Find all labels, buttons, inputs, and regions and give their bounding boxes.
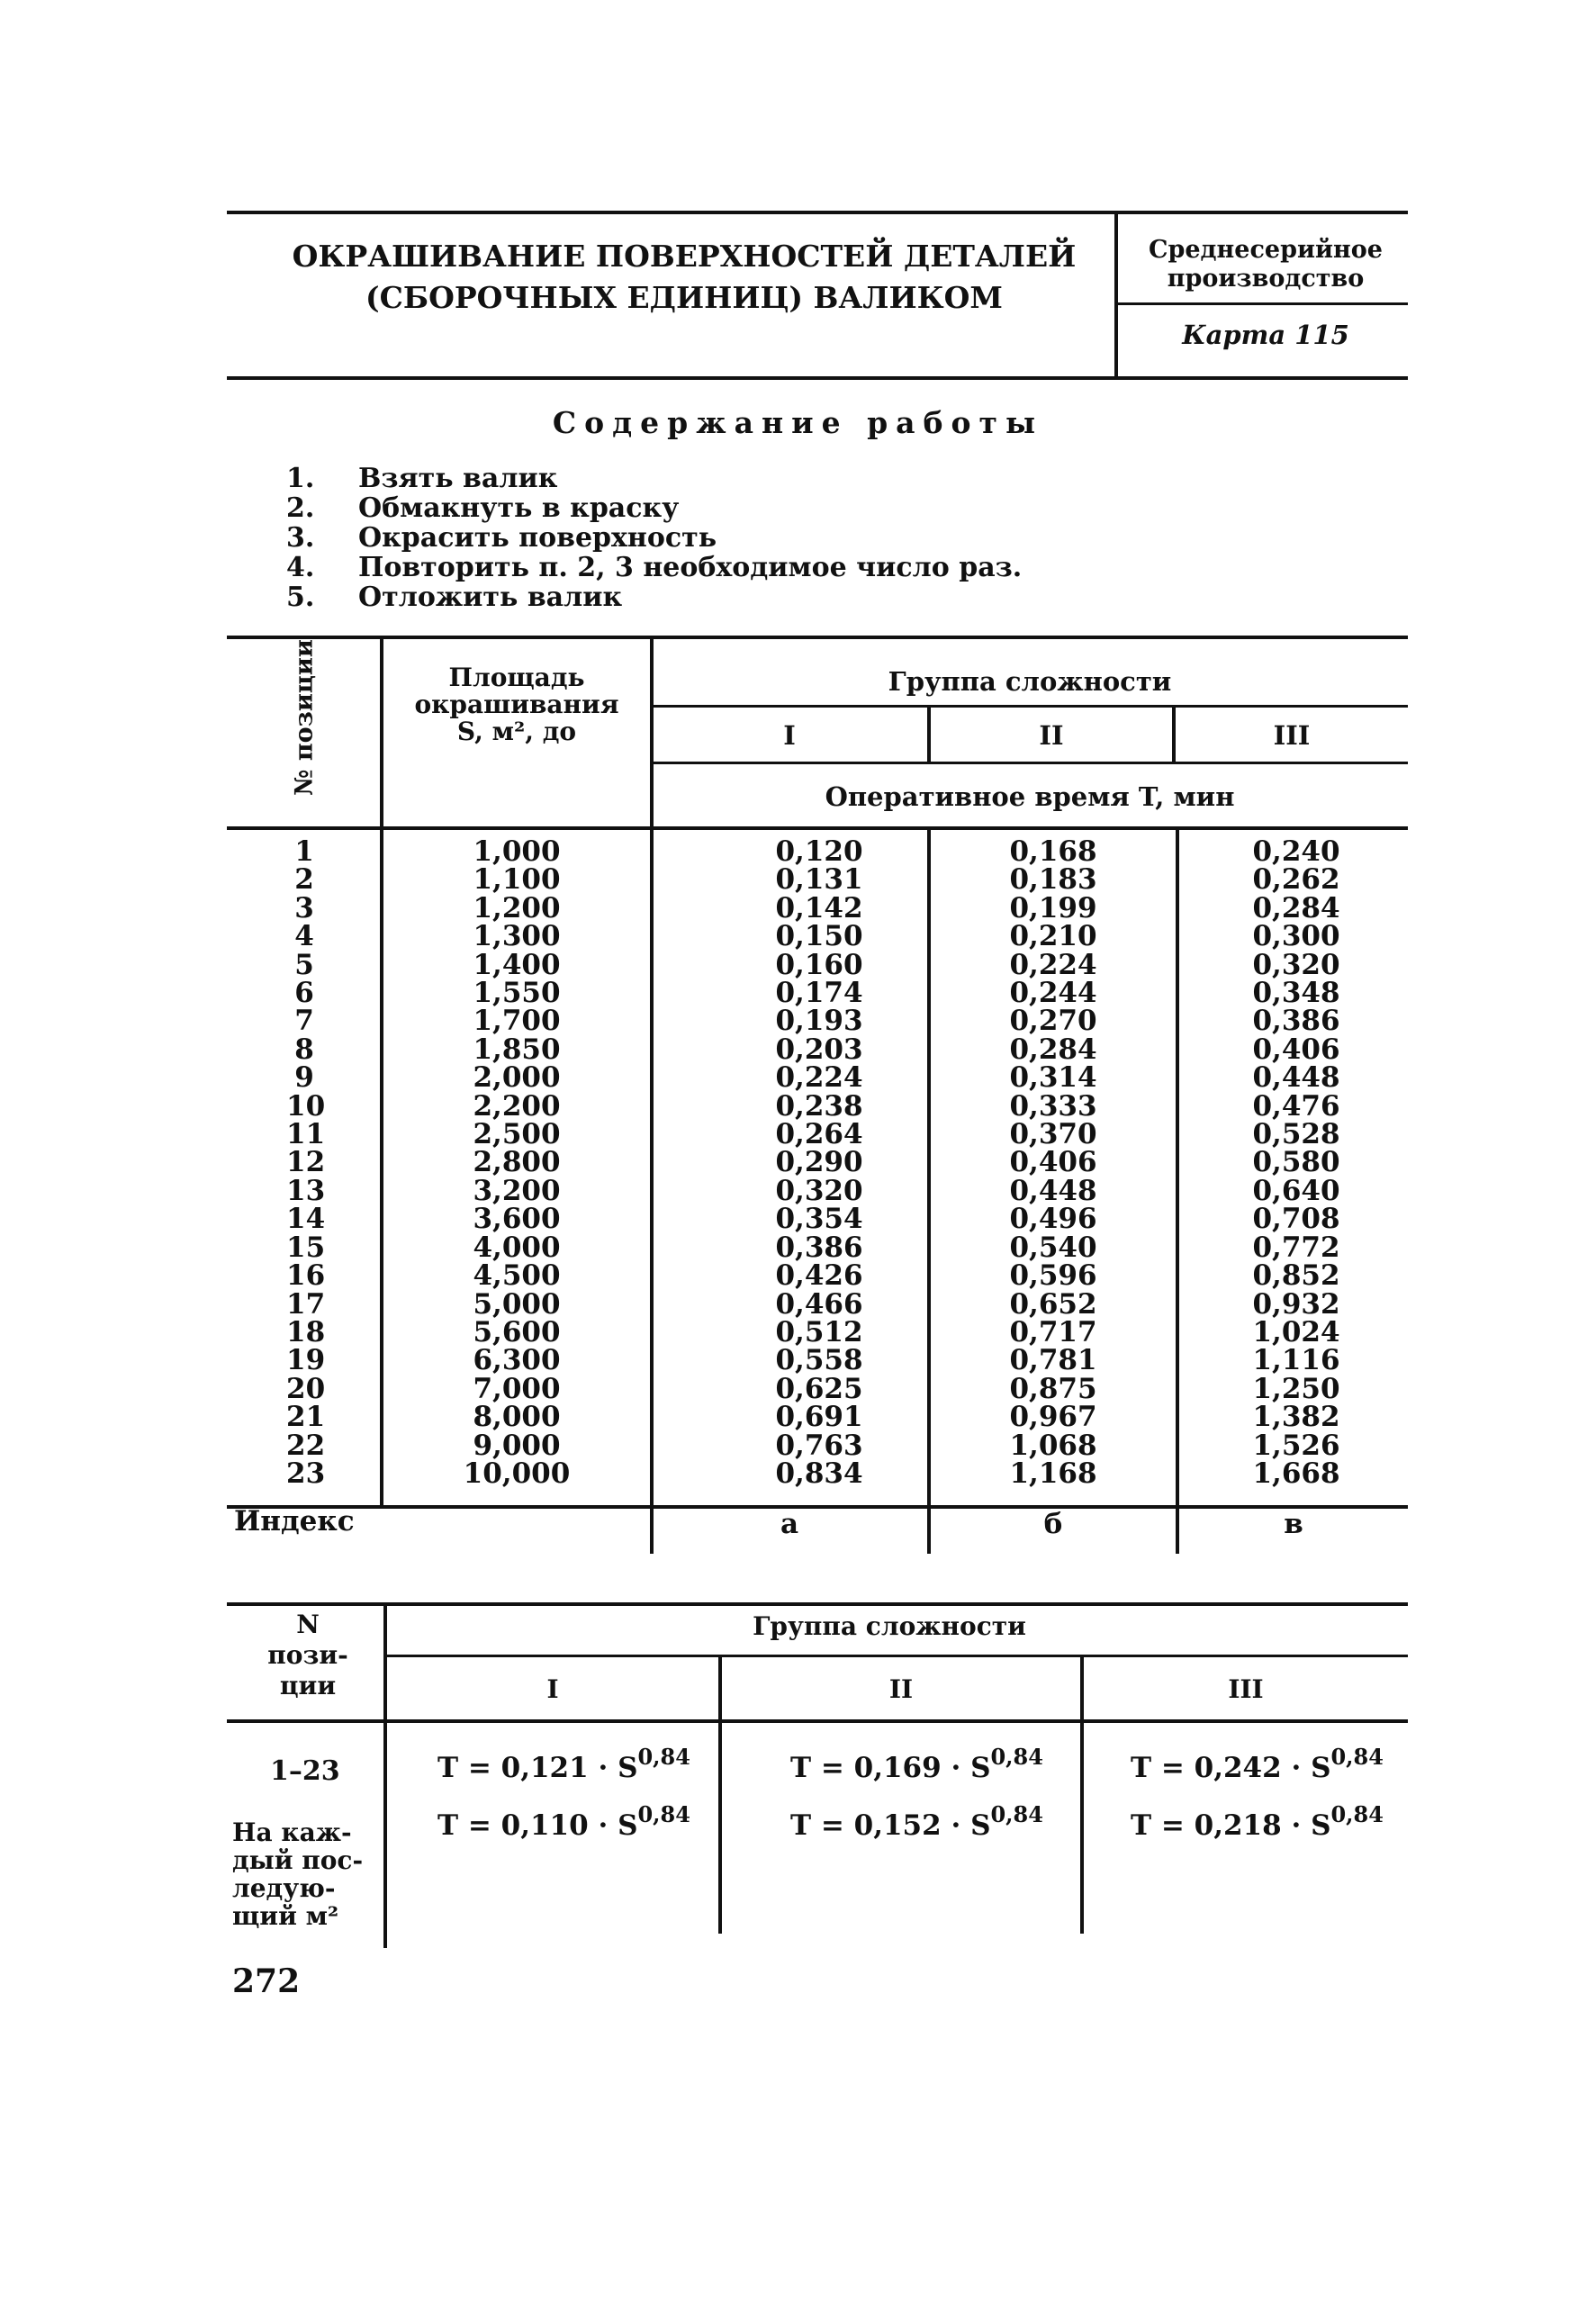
- time-cell-group-iii: 1,526: [1252, 1429, 1340, 1462]
- position-cell: 3: [294, 891, 314, 925]
- position-cell: 4: [294, 920, 314, 953]
- time-cell-group-ii: 0,224: [1009, 948, 1097, 981]
- position-cell: 1: [294, 835, 314, 868]
- group-header-rule: [652, 705, 1408, 708]
- area-cell: 2,500: [473, 1118, 561, 1151]
- time-cell-group-i: 0,131: [775, 863, 863, 897]
- area-header-line-3: S, м², до: [456, 717, 577, 746]
- area-cell: 6,300: [473, 1344, 561, 1377]
- area-cell: 7,000: [473, 1372, 561, 1405]
- formula-group-iii-base: [1131, 1744, 1384, 1784]
- area-cell: 4,000: [473, 1231, 561, 1264]
- time-cell-group-iii: 0,386: [1252, 1005, 1340, 1038]
- time-cell-group-ii: 0,244: [1009, 977, 1097, 1010]
- area-cell: 5,600: [473, 1315, 561, 1348]
- step-text: Повторить п. 2, 3 необходимое число раз.: [358, 552, 1023, 583]
- area-header: [382, 664, 652, 745]
- document-title: [270, 236, 1098, 319]
- table1-header-bottom-rule: [227, 826, 1408, 830]
- time-cell-group-iii: 0,448: [1252, 1061, 1340, 1095]
- time-cell-group-i: 0,193: [775, 1005, 863, 1038]
- time-cell-group-ii: 0,652: [1009, 1287, 1097, 1321]
- time-cell-group-i: 0,386: [775, 1231, 863, 1264]
- time-cell-group-i: 0,354: [775, 1203, 863, 1236]
- time-cell-group-ii: 0,270: [1009, 1005, 1097, 1038]
- time-cell-group-i: 0,142: [775, 891, 863, 925]
- table1-top-rule: [227, 636, 1408, 639]
- area-cell: 1,200: [473, 891, 561, 925]
- area-cell: 1,550: [473, 977, 561, 1010]
- step-number: 1.: [286, 463, 315, 494]
- area-cell: 1,100: [473, 863, 561, 897]
- time-cell-group-i: 0,625: [775, 1372, 863, 1405]
- time-cell-group-iii: 1,668: [1252, 1457, 1340, 1490]
- formula-exponent: 0,84: [990, 1744, 1043, 1770]
- time-cell-group-iii: 0,300: [1252, 920, 1340, 953]
- group-iii-column: [1188, 835, 1404, 1490]
- step-text: Обмакнуть в краску: [358, 492, 680, 524]
- time-cell-group-ii: 0,448: [1009, 1174, 1097, 1207]
- time-cell-group-iii: 0,406: [1252, 1033, 1340, 1066]
- time-cell-group-ii: 0,370: [1009, 1118, 1097, 1151]
- time-cell-group-ii: 0,333: [1009, 1089, 1097, 1123]
- time-cell-group-ii: 1,068: [1009, 1429, 1097, 1462]
- time-cell-group-i: 0,320: [775, 1174, 863, 1207]
- formula-text: T = 0,121 · S: [437, 1752, 638, 1784]
- time-cell-group-ii: 0,210: [1009, 920, 1097, 953]
- formula-text: T = 0,169 · S: [790, 1752, 991, 1784]
- time-cell-group-iii: 0,772: [1252, 1231, 1340, 1264]
- each-next-line: На каж-: [232, 1817, 352, 1847]
- position-cell: 22: [286, 1429, 326, 1462]
- time-cell-group-iii: 0,348: [1252, 977, 1340, 1010]
- position-cell: 20: [286, 1372, 326, 1405]
- index-group-ii: б: [1043, 1508, 1063, 1540]
- page-number: 272: [232, 1962, 301, 2000]
- position-cell: 17: [286, 1287, 326, 1321]
- position-cell: 13: [286, 1174, 326, 1207]
- formula-text: T = 0,152 · S: [790, 1809, 991, 1842]
- index-group-iii: в: [1284, 1508, 1303, 1540]
- table2-group-iii-header: III: [1228, 1674, 1264, 1704]
- work-step: [286, 553, 1022, 582]
- position-cell: 12: [286, 1146, 326, 1179]
- index-label: Индекс: [234, 1505, 355, 1538]
- position-cell: 18: [286, 1315, 326, 1348]
- formula-exponent: 0,84: [1330, 1744, 1384, 1770]
- area-cell: 10,000: [463, 1457, 571, 1490]
- each-next-line: дый пос-: [232, 1845, 364, 1875]
- time-cell-group-iii: 0,284: [1252, 891, 1340, 925]
- time-cell-group-iii: 0,240: [1252, 835, 1340, 868]
- area-cell: 1,400: [473, 948, 561, 981]
- step-text: Отложить валик: [358, 582, 623, 613]
- time-cell-group-i: 0,512: [775, 1315, 863, 1348]
- time-cell-group-ii: 0,717: [1009, 1315, 1097, 1348]
- index-group-i: а: [780, 1508, 799, 1540]
- position-cell: 7: [294, 1005, 314, 1038]
- group-iii-header: III: [1273, 720, 1311, 751]
- table2-position-header: [227, 1610, 389, 1701]
- formula-group-iii-each: [1131, 1801, 1384, 1842]
- time-cell-group-iii: 0,852: [1252, 1259, 1340, 1293]
- formula-group-i-base: [437, 1744, 690, 1784]
- time-cell-group-iii: 0,528: [1252, 1118, 1340, 1151]
- group-i-header: I: [783, 720, 796, 751]
- time-cell-group-i: 0,264: [775, 1118, 863, 1151]
- position-number-header-text: № позиции: [290, 639, 319, 796]
- area-cell: 2,000: [473, 1061, 561, 1095]
- header-card-rule: [1116, 302, 1408, 305]
- position-cell: 19: [286, 1344, 326, 1377]
- card-number: Карта 115: [1182, 320, 1349, 350]
- time-cell-group-iii: 0,932: [1252, 1287, 1340, 1321]
- time-cell-group-i: 0,834: [775, 1457, 863, 1490]
- table2-group-i-header: I: [546, 1674, 559, 1704]
- time-cell-group-i: 0,174: [775, 977, 863, 1010]
- time-cell-group-iii: 1,116: [1252, 1344, 1340, 1377]
- time-cell-group-iii: 0,320: [1252, 948, 1340, 981]
- time-cell-group-i: 0,763: [775, 1429, 863, 1462]
- area-column: [382, 835, 652, 1490]
- table2-top-rule: [227, 1602, 1408, 1606]
- time-cell-group-iii: 1,024: [1252, 1315, 1340, 1348]
- step-number: 3.: [286, 522, 315, 554]
- table1-body-divider-g2: [1176, 828, 1179, 1554]
- work-steps-list: [286, 464, 1022, 612]
- position-cell: 5: [294, 948, 314, 981]
- time-cell-group-iii: 0,580: [1252, 1146, 1340, 1179]
- formula-group-ii-base: [790, 1744, 1043, 1784]
- step-number: 5.: [286, 582, 315, 613]
- area-cell: 4,500: [473, 1259, 561, 1293]
- time-cell-group-ii: 0,596: [1009, 1259, 1097, 1293]
- position-cell: 8: [294, 1033, 314, 1066]
- time-cell-group-i: 0,120: [775, 835, 863, 868]
- group-ii-header: II: [1039, 720, 1064, 751]
- time-cell-group-ii: 1,168: [1009, 1457, 1097, 1490]
- time-cell-group-iii: 0,640: [1252, 1174, 1340, 1207]
- formula-text: T = 0,242 · S: [1131, 1752, 1331, 1784]
- area-cell: 3,600: [473, 1203, 561, 1236]
- table2-position-header-line-3: ции: [279, 1671, 337, 1700]
- time-cell-group-ii: 0,183: [1009, 863, 1097, 897]
- work-step: [286, 464, 1022, 493]
- formula-exponent: 0,84: [637, 1801, 690, 1827]
- position-number-header: [286, 641, 322, 794]
- area-cell: 5,000: [473, 1287, 561, 1321]
- time-cell-group-iii: 1,250: [1252, 1372, 1340, 1405]
- area-cell: 8,000: [473, 1401, 561, 1434]
- time-cell-group-i: 0,290: [775, 1146, 863, 1179]
- each-next-line: щий м²: [232, 1901, 339, 1931]
- area-cell: 1,000: [473, 835, 561, 868]
- position-cell: 14: [286, 1203, 326, 1236]
- step-text: Взять валик: [358, 463, 558, 494]
- table2-position-range: 1–23: [270, 1755, 340, 1787]
- formula-group-ii-each: [790, 1801, 1043, 1842]
- area-header-line-2: окрашивания: [414, 690, 619, 719]
- time-cell-group-ii: 0,199: [1009, 891, 1097, 925]
- step-number: 4.: [286, 552, 315, 583]
- time-cell-group-ii: 0,967: [1009, 1401, 1097, 1434]
- time-cell-group-ii: 0,314: [1009, 1061, 1097, 1095]
- position-cell: 15: [286, 1231, 326, 1264]
- area-cell: 2,800: [473, 1146, 561, 1179]
- area-cell: 2,200: [473, 1089, 561, 1123]
- position-cell: 6: [294, 977, 314, 1010]
- table2-each-next-label: [232, 1818, 363, 1930]
- time-cell-group-i: 0,426: [775, 1259, 863, 1293]
- title-line-1: ОКРАШИВАНИЕ ПОВЕРХНОСТЕЙ ДЕТАЛЕЙ: [292, 239, 1077, 274]
- production-line-1: Среднесерийное: [1149, 236, 1383, 264]
- each-next-line: ледую-: [232, 1873, 336, 1903]
- step-text: Окрасить поверхность: [358, 522, 717, 554]
- work-step: [286, 523, 1022, 553]
- time-cell-group-ii: 0,540: [1009, 1231, 1097, 1264]
- work-step: [286, 493, 1022, 523]
- production-line-2: производство: [1167, 265, 1365, 293]
- time-cell-group-i: 0,466: [775, 1287, 863, 1321]
- operative-time-header: Оперативное время T, мин: [825, 781, 1235, 812]
- position-cell: 10: [286, 1089, 326, 1123]
- formula-group-i-each: [437, 1801, 690, 1842]
- time-cell-group-iii: 0,708: [1252, 1203, 1340, 1236]
- formula-exponent: 0,84: [637, 1744, 690, 1770]
- time-cell-group-iii: 0,262: [1252, 863, 1340, 897]
- group-ii-column: [936, 835, 1170, 1490]
- step-number: 2.: [286, 492, 315, 524]
- formula-text: T = 0,218 · S: [1131, 1809, 1331, 1842]
- group-numbers-rule: [652, 762, 1408, 764]
- work-content-heading: Содержание работы: [552, 405, 1044, 440]
- time-cell-group-i: 0,558: [775, 1344, 863, 1377]
- time-cell-group-ii: 0,496: [1009, 1203, 1097, 1236]
- position-cell: 16: [286, 1259, 326, 1293]
- time-cell-group-i: 0,238: [775, 1089, 863, 1123]
- table2-header-bottom-rule: [227, 1719, 1408, 1723]
- area-cell: 3,200: [473, 1174, 561, 1207]
- table2-group-rule: [385, 1655, 1408, 1657]
- area-cell: 1,850: [473, 1033, 561, 1066]
- table2-complexity-group-header: Группа сложности: [753, 1611, 1026, 1641]
- position-cell: 23: [286, 1457, 326, 1490]
- work-step: [286, 582, 1022, 612]
- time-cell-group-ii: 0,781: [1009, 1344, 1097, 1377]
- group-i-column: [684, 835, 954, 1490]
- position-cell: 2: [294, 863, 314, 897]
- time-cell-group-iii: 1,382: [1252, 1401, 1340, 1434]
- header-top-rule: [227, 211, 1408, 214]
- position-column: [286, 835, 326, 1490]
- time-cell-group-i: 0,691: [775, 1401, 863, 1434]
- area-header-line-1: Площадь: [448, 663, 585, 692]
- production-type: [1123, 236, 1408, 293]
- time-cell-group-i: 0,160: [775, 948, 863, 981]
- title-line-2: (СБОРОЧНЫХ ЕДИНИЦ) ВАЛИКОМ: [365, 280, 1003, 315]
- time-cell-group-i: 0,224: [775, 1061, 863, 1095]
- time-cell-group-ii: 0,168: [1009, 835, 1097, 868]
- formula-exponent: 0,84: [1330, 1801, 1384, 1827]
- area-cell: 9,000: [473, 1429, 561, 1462]
- complexity-group-header: Группа сложности: [888, 666, 1172, 697]
- table2-group-ii-header: II: [888, 1674, 914, 1704]
- time-cell-group-ii: 0,284: [1009, 1033, 1097, 1066]
- position-cell: 11: [286, 1118, 326, 1151]
- position-cell: 21: [286, 1401, 326, 1434]
- header-divider: [1114, 211, 1118, 378]
- table2-position-header-line-2: пози-: [267, 1640, 348, 1670]
- table2-position-header-line-1: N: [296, 1610, 320, 1639]
- time-cell-group-i: 0,150: [775, 920, 863, 953]
- formula-exponent: 0,84: [990, 1801, 1043, 1827]
- time-cell-group-ii: 0,875: [1009, 1372, 1097, 1405]
- header-bottom-rule: [227, 376, 1408, 380]
- time-cell-group-i: 0,203: [775, 1033, 863, 1066]
- area-cell: 1,300: [473, 920, 561, 953]
- time-cell-group-ii: 0,406: [1009, 1146, 1097, 1179]
- formula-text: T = 0,110 · S: [437, 1809, 638, 1842]
- time-cell-group-iii: 0,476: [1252, 1089, 1340, 1123]
- position-cell: 9: [294, 1061, 314, 1095]
- area-cell: 1,700: [473, 1005, 561, 1038]
